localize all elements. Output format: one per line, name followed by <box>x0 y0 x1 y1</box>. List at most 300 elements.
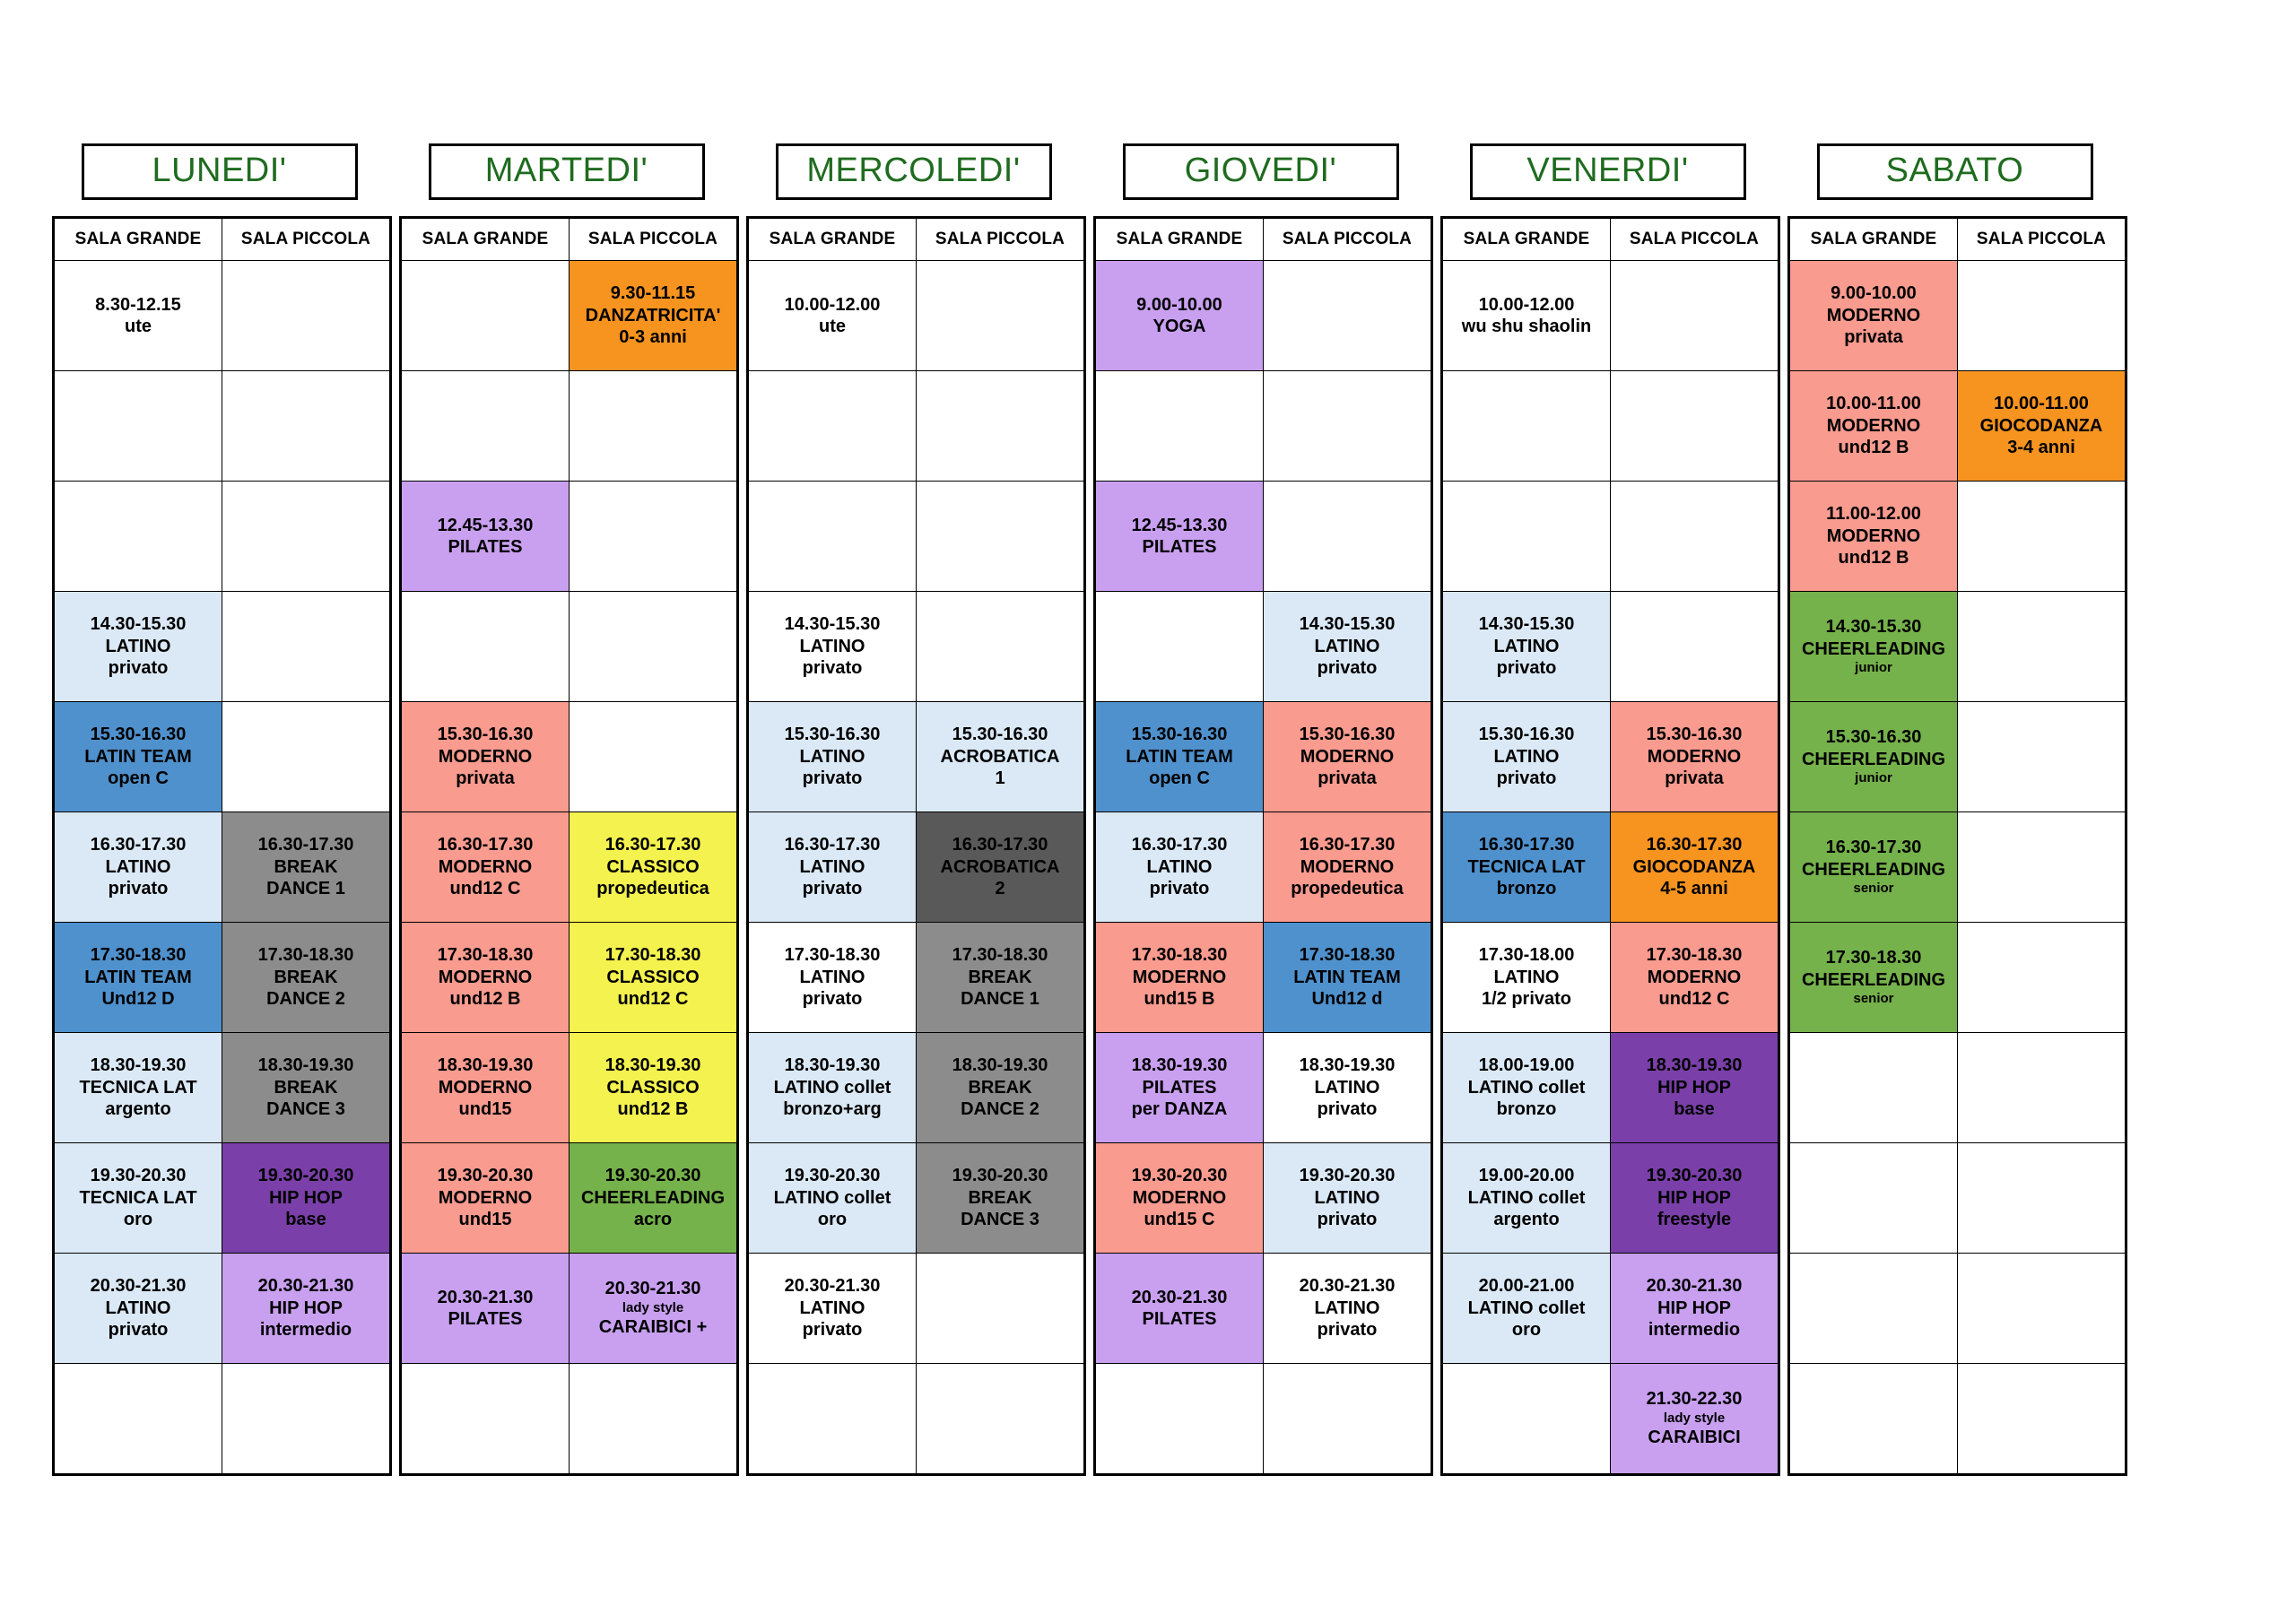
schedule-cell-piccola[interactable] <box>1611 1364 1779 1475</box>
day-title: VENERDI' <box>1470 143 1746 200</box>
schedule-row <box>748 592 1085 702</box>
class-level: DANCE 1 <box>266 879 345 899</box>
class-name: HIP HOP <box>1657 1077 1731 1098</box>
schedule-row <box>1442 1033 1779 1143</box>
class-time: 20.30-21.30 <box>257 1276 354 1297</box>
schedule-cell-grande[interactable] <box>401 1033 570 1143</box>
schedule-cell-content <box>1958 1033 2125 1142</box>
schedule-cell-grande[interactable] <box>54 261 222 371</box>
class-level: propedeutica <box>596 879 709 899</box>
schedule-cell-piccola <box>1958 812 2126 923</box>
room-header-sala-piccola: SALA PICCOLA <box>570 218 738 261</box>
schedule-cell-grande[interactable] <box>54 702 222 812</box>
schedule-cell-content <box>55 923 222 1032</box>
class-name: lady style <box>622 1299 684 1315</box>
schedule-cell-grande[interactable] <box>1442 1143 1611 1254</box>
schedule-cell-content <box>1790 1254 1957 1363</box>
class-level: bronzo <box>1496 1099 1557 1120</box>
class-time: 15.30-16.30 <box>784 725 881 745</box>
schedule-cell-grande[interactable] <box>1789 702 1958 812</box>
schedule-cell-piccola[interactable] <box>570 812 738 923</box>
class-name: MODERNO <box>438 967 533 987</box>
schedule-cell-piccola[interactable] <box>1264 1254 1432 1364</box>
schedule-row <box>748 1033 1085 1143</box>
schedule-cell-content <box>749 1033 916 1142</box>
class-time: 10.00-11.00 <box>1994 394 2089 414</box>
class-time: 16.30-17.30 <box>784 835 881 855</box>
schedule-cell-piccola[interactable] <box>917 702 1085 812</box>
class-name: LATINO <box>105 636 171 656</box>
schedule-cell-piccola[interactable] <box>1611 1033 1779 1143</box>
schedule-cell-piccola <box>570 371 738 482</box>
schedule-cell-piccola <box>1611 482 1779 592</box>
schedule-cell-grande[interactable] <box>1095 1143 1264 1254</box>
schedule-cell-content <box>1096 1364 1263 1473</box>
schedule-cell-grande[interactable] <box>1442 812 1611 923</box>
schedule-cell-content <box>917 371 1083 481</box>
schedule-row <box>1095 1254 1432 1364</box>
class-name: GIOCODANZA <box>1632 856 1756 877</box>
schedule-cell-grande <box>54 1364 222 1475</box>
schedule-cell-content <box>1958 1364 2125 1473</box>
schedule-cell-piccola <box>222 261 391 371</box>
schedule-cell-content <box>749 592 916 701</box>
schedule-cell-piccola <box>1611 371 1779 482</box>
schedule-row <box>54 592 391 702</box>
class-name: TECNICA LAT <box>1467 856 1586 877</box>
class-time: 20.30-21.30 <box>90 1276 187 1297</box>
schedule-row <box>1789 1364 2126 1475</box>
schedule-cell-piccola <box>1958 482 2126 592</box>
class-time: 19.30-20.30 <box>604 1166 701 1186</box>
class-name: MODERNO <box>438 856 533 877</box>
class-name: LATIN TEAM <box>84 746 192 767</box>
class-time: 18.30-19.30 <box>257 1055 354 1076</box>
schedule-cell-content <box>1264 482 1431 591</box>
room-header-sala-piccola: SALA PICCOLA <box>1958 218 2126 261</box>
schedule-row <box>1442 1364 1779 1475</box>
schedule-cell-piccola[interactable] <box>570 923 738 1033</box>
class-name: LATINO <box>105 1298 171 1318</box>
class-time: 9.00-10.00 <box>1136 294 1222 315</box>
schedule-cell-piccola[interactable] <box>222 812 391 923</box>
class-level: privato <box>1317 1099 1378 1120</box>
schedule-cell-grande <box>748 371 917 482</box>
class-name: GIOCODANZA <box>1979 415 2103 436</box>
class-name: LATINO collet <box>773 1077 891 1098</box>
class-level: argento <box>1493 1210 1560 1230</box>
day-column <box>1787 143 2122 1476</box>
class-time: 19.30-20.30 <box>1131 1166 1228 1186</box>
schedule-cell-content <box>1264 1364 1431 1473</box>
class-time: 18.30-19.30 <box>1299 1055 1396 1076</box>
schedule-cell-grande <box>54 482 222 592</box>
schedule-row <box>1789 923 2126 1033</box>
schedule-cell-piccola[interactable] <box>1958 371 2126 482</box>
schedule-cell-grande[interactable] <box>748 923 917 1033</box>
schedule-cell-grande[interactable] <box>748 1254 917 1364</box>
schedule-cell-content <box>55 1143 222 1253</box>
schedule-cell-content <box>1443 1033 1610 1142</box>
schedule-cell-piccola[interactable] <box>1611 1254 1779 1364</box>
class-level: 0-3 anni <box>619 327 687 348</box>
schedule-row <box>401 1033 738 1143</box>
schedule-cell-grande[interactable] <box>1789 592 1958 702</box>
class-level: und15 <box>458 1099 512 1120</box>
schedule-cell-piccola[interactable] <box>570 261 738 371</box>
schedule-cell-grande <box>748 1364 917 1475</box>
class-level: und12 C <box>449 879 521 899</box>
schedule-row <box>748 482 1085 592</box>
schedule-cell-grande[interactable] <box>1789 371 1958 482</box>
schedule-cell-piccola <box>570 592 738 702</box>
schedule-cell-content <box>749 1364 916 1473</box>
class-time: 14.30-15.30 <box>1825 617 1922 638</box>
class-level: open C <box>108 768 169 789</box>
schedule-cell-content <box>1611 812 1778 922</box>
schedule-cell-grande[interactable] <box>748 261 917 371</box>
class-name: MODERNO <box>1826 305 1921 325</box>
schedule-cell-content <box>1790 1033 1957 1142</box>
schedule-row <box>401 1143 738 1254</box>
class-level: DANCE 2 <box>961 1099 1039 1120</box>
class-level: oro <box>1511 1320 1542 1341</box>
schedule-cell-grande <box>1442 1364 1611 1475</box>
schedule-cell-grande[interactable] <box>1789 923 1958 1033</box>
class-level: 1 <box>995 768 1005 789</box>
room-header-row <box>1442 218 1779 261</box>
schedule-cell-content <box>1096 812 1263 922</box>
class-level: privato <box>1149 879 1210 899</box>
schedule-row <box>1789 1033 2126 1143</box>
class-name: LATINO collet <box>1467 1298 1586 1318</box>
schedule-cell-grande[interactable] <box>1442 261 1611 371</box>
schedule-cell-piccola[interactable] <box>1611 812 1779 923</box>
schedule-cell-content <box>1790 702 1957 812</box>
class-time: 16.30-17.30 <box>1825 838 1922 858</box>
class-level: bronzo+arg <box>783 1099 882 1120</box>
schedule-row <box>1442 1143 1779 1254</box>
day-title: MARTEDI' <box>429 143 705 200</box>
schedule-row <box>401 923 738 1033</box>
schedule-row <box>1095 592 1432 702</box>
room-header-row <box>1789 218 2126 261</box>
schedule-row <box>1442 371 1779 482</box>
day-column <box>399 143 734 1476</box>
schedule-cell-grande[interactable] <box>1442 1033 1611 1143</box>
schedule-cell-content <box>917 1254 1083 1363</box>
class-time: 16.30-17.30 <box>604 835 701 855</box>
schedule-cell-content <box>917 261 1083 370</box>
schedule-cell-piccola[interactable] <box>222 1254 391 1364</box>
schedule-row <box>748 371 1085 482</box>
schedule-cell-grande[interactable] <box>1789 812 1958 923</box>
schedule-cell-content <box>749 923 916 1032</box>
schedule-cell-grande[interactable] <box>1095 923 1264 1033</box>
day-title: LUNEDI' <box>82 143 358 200</box>
class-level: und15 C <box>1144 1210 1215 1230</box>
schedule-cell-content <box>55 1033 222 1142</box>
schedule-cell-grande[interactable] <box>1095 1254 1264 1364</box>
class-time: 17.30-18.30 <box>784 945 881 966</box>
schedule-cell-grande[interactable] <box>401 1143 570 1254</box>
room-header-sala-grande: SALA GRANDE <box>1442 218 1611 261</box>
class-name: BREAK <box>274 856 338 877</box>
class-name: LATINO <box>1314 1077 1380 1098</box>
schedule-row <box>748 1143 1085 1254</box>
schedule-cell-grande[interactable] <box>1442 1254 1611 1364</box>
class-level: open C <box>1149 768 1210 789</box>
class-name: LATINO <box>1493 636 1560 656</box>
schedule-row <box>1095 1033 1432 1143</box>
schedule-cell-piccola <box>1264 1364 1432 1475</box>
class-time: 10.00-11.00 <box>1826 394 1921 414</box>
schedule-cell-grande[interactable] <box>1095 482 1264 592</box>
schedule-cell-grande[interactable] <box>401 482 570 592</box>
schedule-row <box>54 1364 391 1475</box>
schedule-cell-grande[interactable] <box>54 592 222 702</box>
schedule-cell-grande[interactable] <box>1095 1033 1264 1143</box>
schedule-cell-piccola[interactable] <box>1264 812 1432 923</box>
schedule-cell-piccola[interactable] <box>1611 702 1779 812</box>
schedule-cell-piccola[interactable] <box>1264 923 1432 1033</box>
schedule-cell-grande[interactable] <box>1789 482 1958 592</box>
class-level: privato <box>108 658 169 679</box>
schedule-cell-grande[interactable] <box>1095 261 1264 371</box>
schedule-cell-grande[interactable] <box>1095 812 1264 923</box>
class-name: MODERNO <box>1300 856 1395 877</box>
schedule-cell-content <box>1958 371 2125 481</box>
class-time: 17.30-18.30 <box>90 945 187 966</box>
class-name: LATINO <box>799 1298 865 1318</box>
schedule-cell-content <box>917 812 1083 922</box>
class-level: DANCE 3 <box>961 1210 1039 1230</box>
schedule-cell-content <box>55 482 222 591</box>
class-time: 18.30-19.30 <box>437 1055 534 1076</box>
schedule-row <box>1442 702 1779 812</box>
class-name: PILATES <box>1142 1309 1217 1329</box>
class-name: LATINO <box>1493 746 1560 767</box>
schedule-cell-content <box>1958 702 2125 812</box>
schedule-cell-content <box>1958 1143 2125 1253</box>
class-time: 17.30-18.30 <box>604 945 701 966</box>
schedule-cell-grande[interactable] <box>1442 702 1611 812</box>
schedule-grid <box>0 143 2296 1476</box>
schedule-cell-content <box>570 1364 736 1473</box>
schedule-cell-content <box>1443 702 1610 812</box>
class-name: HIP HOP <box>269 1298 343 1318</box>
schedule-cell-piccola[interactable] <box>570 1143 738 1254</box>
schedule-cell-content <box>402 261 569 370</box>
schedule-cell-grande[interactable] <box>748 592 917 702</box>
schedule-cell-content <box>1264 371 1431 481</box>
class-time: 15.30-16.30 <box>1131 725 1228 745</box>
schedule-cell-piccola[interactable] <box>1611 923 1779 1033</box>
schedule-cell-piccola[interactable] <box>917 812 1085 923</box>
schedule-row <box>54 812 391 923</box>
schedule-cell-content <box>1264 812 1431 922</box>
class-time: 18.30-19.30 <box>952 1055 1048 1076</box>
class-name: HIP HOP <box>1657 1298 1731 1318</box>
class-level: privata <box>1318 768 1377 789</box>
schedule-cell-content <box>917 1033 1083 1142</box>
class-time: 17.30-18.00 <box>1478 945 1575 966</box>
day-title: GIOVEDI' <box>1123 143 1399 200</box>
schedule-row <box>54 1033 391 1143</box>
class-level: DANCE 2 <box>266 989 345 1010</box>
class-time: 16.30-17.30 <box>90 835 187 855</box>
schedule-cell-content <box>1958 592 2125 701</box>
class-level: privato <box>802 1320 863 1341</box>
class-level: privato <box>802 768 863 789</box>
schedule-cell-content <box>1958 923 2125 1032</box>
room-header-sala-piccola: SALA PICCOLA <box>1264 218 1432 261</box>
class-time: 15.30-16.30 <box>952 725 1048 745</box>
schedule-cell-piccola[interactable] <box>222 923 391 1033</box>
day-schedule-table <box>1093 216 1433 1476</box>
schedule-cell-content <box>1264 1254 1431 1363</box>
class-time: 18.30-19.30 <box>1131 1055 1228 1076</box>
schedule-cell-piccola <box>1264 371 1432 482</box>
class-time: 19.30-20.30 <box>784 1166 881 1186</box>
class-level: 2 <box>995 879 1005 899</box>
schedule-cell-grande[interactable] <box>1442 923 1611 1033</box>
class-level: privato <box>108 1320 169 1341</box>
schedule-row <box>1095 702 1432 812</box>
class-level: Und12 d <box>1311 989 1383 1010</box>
schedule-cell-grande[interactable] <box>54 923 222 1033</box>
schedule-cell-grande[interactable] <box>401 923 570 1033</box>
class-time: 17.30-18.30 <box>437 945 534 966</box>
class-level: privata <box>456 768 515 789</box>
class-time: 15.30-16.30 <box>437 725 534 745</box>
schedule-cell-content <box>1611 923 1778 1032</box>
schedule-cell-content <box>570 261 736 370</box>
schedule-cell-piccola[interactable] <box>1264 702 1432 812</box>
schedule-cell-grande[interactable] <box>54 1254 222 1364</box>
room-header-row <box>401 218 738 261</box>
class-time: 15.30-16.30 <box>1478 725 1575 745</box>
schedule-cell-content <box>1958 812 2125 922</box>
class-level: und12 B <box>449 989 521 1010</box>
schedule-row <box>1789 1143 2126 1254</box>
schedule-cell-grande <box>748 482 917 592</box>
class-level: privato <box>802 879 863 899</box>
schedule-cell-grande[interactable] <box>1442 592 1611 702</box>
class-name: CLASSICO <box>606 1077 700 1098</box>
schedule-row <box>1442 482 1779 592</box>
day-schedule-table <box>1440 216 1780 1476</box>
schedule-row <box>401 1364 738 1475</box>
class-name: PILATES <box>1142 1077 1217 1098</box>
schedule-cell-piccola[interactable] <box>1264 1033 1432 1143</box>
schedule-cell-content <box>1096 923 1263 1032</box>
schedule-row <box>1095 1143 1432 1254</box>
class-name: BREAK <box>968 967 1032 987</box>
schedule-cell-content <box>749 812 916 922</box>
schedule-cell-piccola[interactable] <box>222 1143 391 1254</box>
schedule-cell-piccola[interactable] <box>1264 592 1432 702</box>
schedule-cell-grande[interactable] <box>748 702 917 812</box>
schedule-cell-content <box>1611 1033 1778 1142</box>
schedule-cell-content <box>749 371 916 481</box>
schedule-cell-content <box>1790 482 1957 591</box>
schedule-row <box>54 1254 391 1364</box>
schedule-cell-content <box>222 371 389 481</box>
class-level: junior <box>1855 660 1892 676</box>
class-time: 19.30-20.30 <box>437 1166 534 1186</box>
schedule-row <box>1095 812 1432 923</box>
schedule-cell-grande[interactable] <box>54 1143 222 1254</box>
class-name: CHEERLEADING <box>1801 859 1945 880</box>
class-time: 17.30-18.30 <box>1299 945 1396 966</box>
schedule-cell-grande <box>54 371 222 482</box>
class-level: und12 B <box>1838 548 1909 568</box>
class-name: DANZATRICITA' <box>585 305 721 325</box>
schedule-cell-piccola[interactable] <box>1611 1143 1779 1254</box>
class-time: 17.30-18.30 <box>1825 948 1922 968</box>
class-level: Und12 D <box>101 989 175 1010</box>
schedule-cell-piccola[interactable] <box>917 1033 1085 1143</box>
schedule-cell-grande[interactable] <box>401 812 570 923</box>
class-name: LATINO collet <box>1467 1187 1586 1208</box>
schedule-cell-piccola[interactable] <box>917 1143 1085 1254</box>
class-time: 19.00-20.00 <box>1478 1166 1575 1186</box>
schedule-cell-content <box>1443 482 1610 591</box>
schedule-cell-content <box>917 1364 1083 1473</box>
schedule-cell-piccola <box>222 371 391 482</box>
schedule-row <box>1095 923 1432 1033</box>
schedule-cell-grande[interactable] <box>1789 261 1958 371</box>
schedule-cell-grande[interactable] <box>54 812 222 923</box>
schedule-cell-content <box>1443 812 1610 922</box>
schedule-cell-content <box>749 702 916 812</box>
schedule-cell-grande[interactable] <box>748 1033 917 1143</box>
schedule-cell-grande[interactable] <box>1095 702 1264 812</box>
class-name: TECNICA LAT <box>79 1187 197 1208</box>
schedule-cell-grande[interactable] <box>54 1033 222 1143</box>
schedule-cell-content <box>55 812 222 922</box>
schedule-row <box>748 261 1085 371</box>
schedule-cell-piccola <box>917 371 1085 482</box>
class-level: privato <box>1496 658 1557 679</box>
schedule-cell-piccola[interactable] <box>570 1254 738 1364</box>
class-level: privato <box>802 658 863 679</box>
schedule-cell-content <box>222 1033 389 1142</box>
schedule-cell-content <box>55 1364 222 1473</box>
day-column <box>746 143 1081 1476</box>
schedule-cell-piccola[interactable] <box>570 1033 738 1143</box>
schedule-cell-content <box>402 482 569 591</box>
schedule-cell-grande[interactable] <box>748 812 917 923</box>
schedule-cell-piccola <box>570 702 738 812</box>
schedule-cell-grande[interactable] <box>748 1143 917 1254</box>
class-level: und12 B <box>1838 438 1909 458</box>
schedule-cell-piccola[interactable] <box>917 923 1085 1033</box>
schedule-cell-content <box>222 702 389 812</box>
class-time: 8.30-12.15 <box>95 294 181 315</box>
class-level: acro <box>633 1210 673 1230</box>
schedule-cell-piccola[interactable] <box>1264 1143 1432 1254</box>
schedule-cell-grande[interactable] <box>401 1254 570 1364</box>
schedule-cell-content <box>749 482 916 591</box>
schedule-cell-grande[interactable] <box>401 702 570 812</box>
schedule-cell-piccola[interactable] <box>222 1033 391 1143</box>
schedule-row <box>1789 482 2126 592</box>
schedule-row <box>401 812 738 923</box>
schedule-cell-content <box>1096 371 1263 481</box>
class-time: 12.45-13.30 <box>1131 515 1228 535</box>
